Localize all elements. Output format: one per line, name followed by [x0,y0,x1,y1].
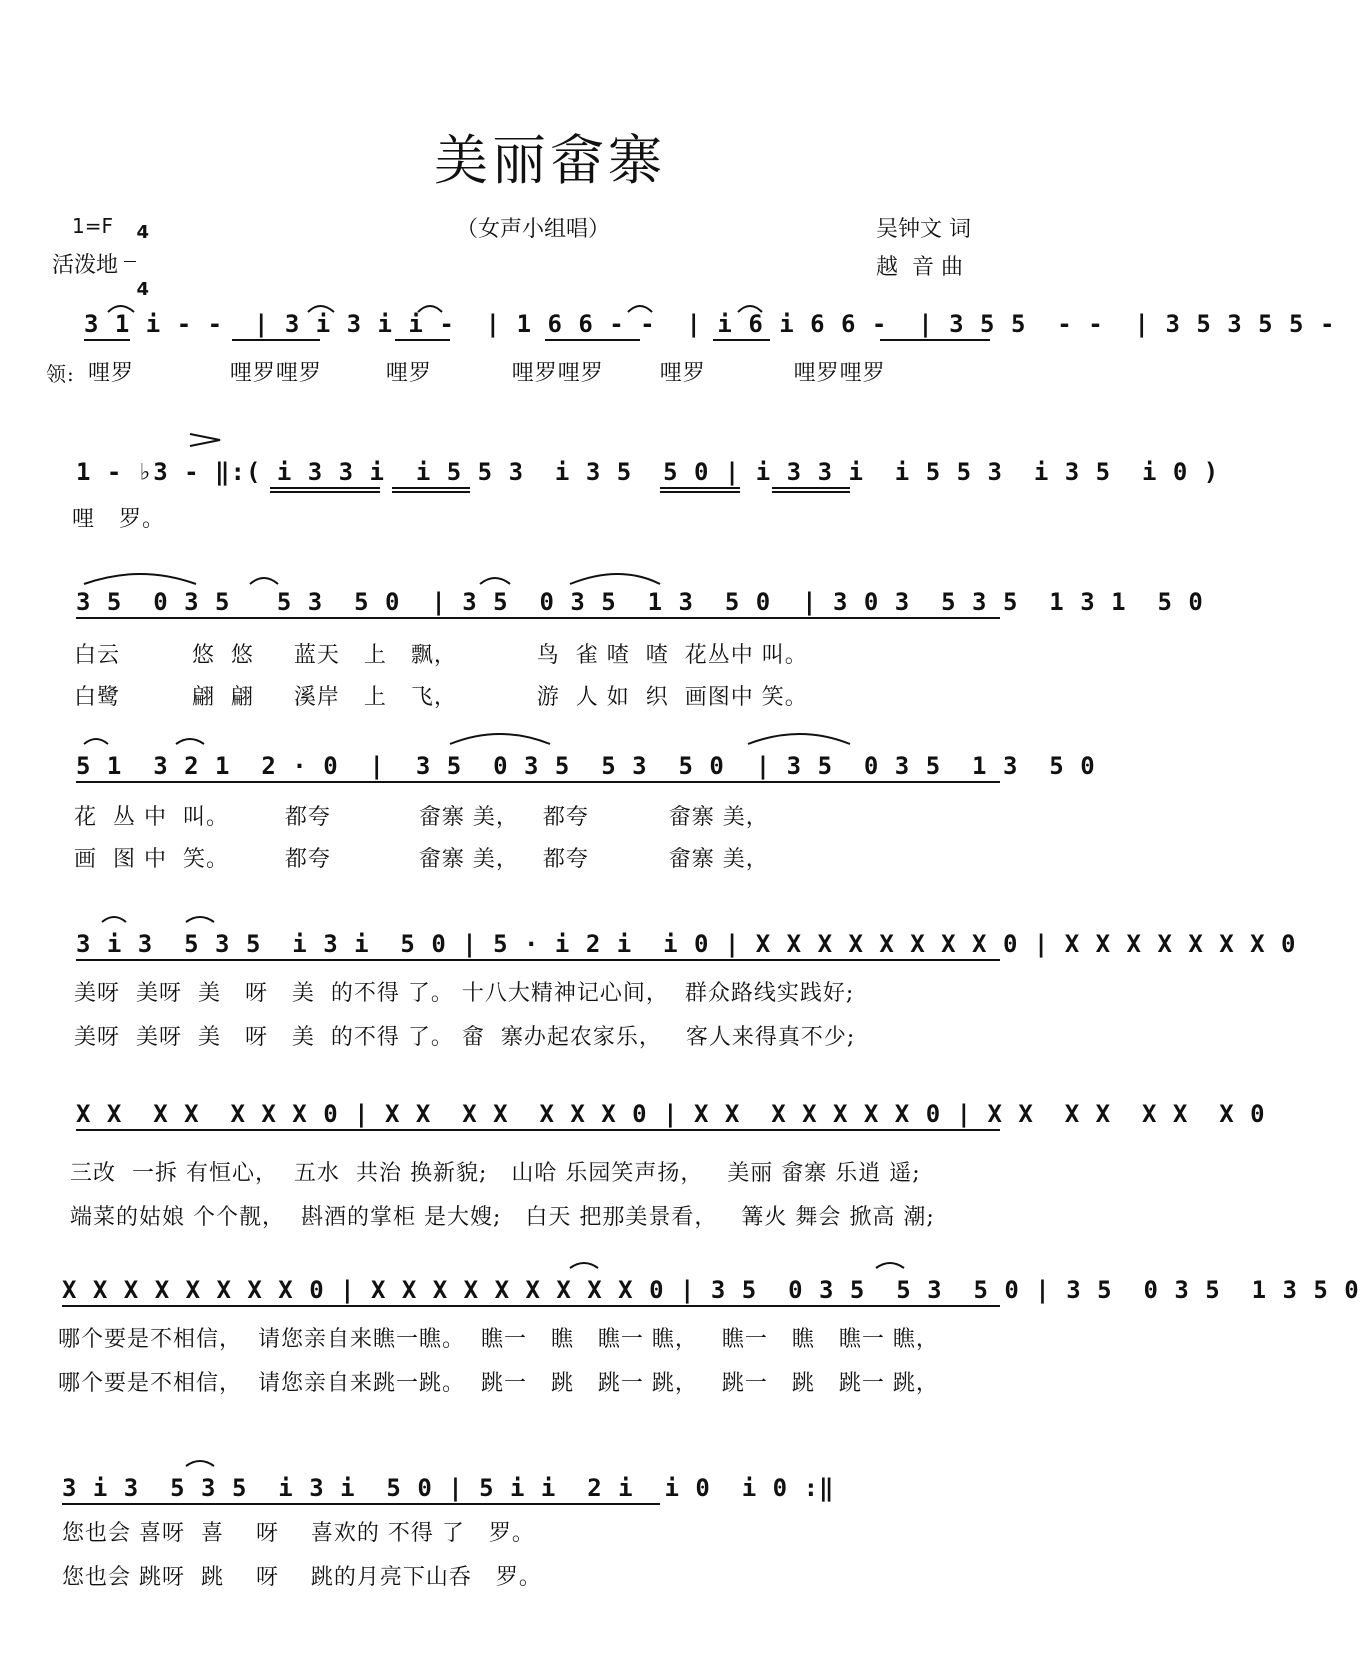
notation-system-4: 5 1 3 2 1 2 · 0 | 3 5 0 3 5 5 3 5 0 | 3 5 0 3 5 1 3 5 0 [76,752,1096,780]
lyricist-credit: 吴钟文 词 [876,217,971,242]
lyrics-system-5-verse-1: 美呀 美呀 美 呀 美 的不得 了。 十八大精神记心间， 群众路线实践好; [74,981,855,1006]
lyrics-system-3-verse-1: 白云 悠 悠 蓝天 上 飘， 鸟 雀 喳 喳 花丛中 叫。 [74,643,808,668]
notation-system-1: 3 1 i - - | 3 i 3 i i - | 1 6 6 - - | i 6 i 6 6 - | 3 5 5 - - | 3 5 3 5 5 - [84,310,1336,338]
song-title: 美丽畲寨 [434,129,666,192]
time-signature-top: 4 [136,222,150,243]
lyrics-system-8-verse-2: 您也会 跳呀 跳 呀 跳的月亮下山呑 罗。 [62,1565,542,1590]
lyrics-system-7-verse-1: 哪个要是不相信， 请您亲自来瞧一瞧。 瞧一 瞧 瞧一 瞧， 瞧一 瞧 瞧一 瞧， [58,1327,939,1352]
lyrics-system-2: 哩 罗。 [72,507,165,532]
lyrics-system-4-verse-1: 花 丛 中 叫。 都夸 畲寨 美， 都夸 畲寨 美， [74,805,769,830]
composer-credit: 越 音 曲 [876,255,963,280]
notation-system-2: 1 - ♭3 - ‖:( i 3 3 i i 5 5 3 i 3 5 5 0 | i 3 3 i i 5 5 3 i 3 5 i 0 ) [76,458,1220,486]
tempo-marking: 活泼地 [52,253,119,278]
lyrics-system-4-verse-2: 画 图 中 笑。 都夸 畲寨 美， 都夸 畲寨 美， [74,847,769,872]
lyrics-system-1: 哩罗 哩罗哩罗 哩罗 哩罗哩罗 哩罗 哩罗哩罗 [88,361,886,386]
time-signature-bottom: 4 [136,279,150,300]
lyrics-system-3-verse-2: 白鹭 翩 翩 溪岸 上 飞， 游 人 如 织 画图中 笑。 [74,685,808,710]
lyrics-system-7-verse-2: 哪个要是不相信， 请您亲自来跳一跳。 跳一 跳 跳一 跳， 跳一 跳 跳一 跳， [58,1371,939,1396]
lyrics-system-6-verse-2: 端菜的姑娘 个个靓， 斟酒的掌柜 是大嫂; 白天 把那美景看， 篝火 舞会 掀高 潮; [70,1205,935,1230]
lead-marker: 领: [46,362,75,386]
lyrics-system-6-verse-1: 三改 一拆 有恒心， 五水 共治 换新貌; 山哈 乐园笑声扬， 美丽 畲寨 乐逍 遥; [70,1161,921,1186]
performance-note: （女声小组唱） [456,217,611,242]
notation-system-3: 3 5 0 3 5 5 3 5 0 | 3 5 0 3 5 1 3 5 0 | 3 0 3 5 3 5 1 3 1 5 0 [76,588,1204,616]
lyrics-system-5-verse-2: 美呀 美呀 美 呀 美 的不得 了。 畲 寨办起农家乐， 客人来得真不少; [74,1025,856,1050]
notation-system-8: 3 i 3 5 3 5 i 3 i 5 0 | 5 i i 2 i i 0 i 0 :‖ [62,1474,835,1502]
lyrics-system-8-verse-1: 您也会 喜呀 喜 呀 喜欢的 不得 了 罗。 [62,1521,535,1546]
key-signature: 1=F [72,214,113,238]
notation-system-7: X X X X X X X X 0 | X X X X X X X X X 0 | 3 5 0 3 5 5 3 5 0 | 3 5 0 3 5 1 3 5 0 [62,1276,1360,1304]
notation-system-5: 3 i 3 5 3 5 i 3 i 5 0 | 5 · i 2 i i 0 | X X X X X X X X 0 | X X X X X X X 0 [76,930,1297,958]
notation-system-6: X X X X X X X 0 | X X X X X X X 0 | X X X X X X X 0 | X X X X X X X 0 [76,1100,1266,1128]
